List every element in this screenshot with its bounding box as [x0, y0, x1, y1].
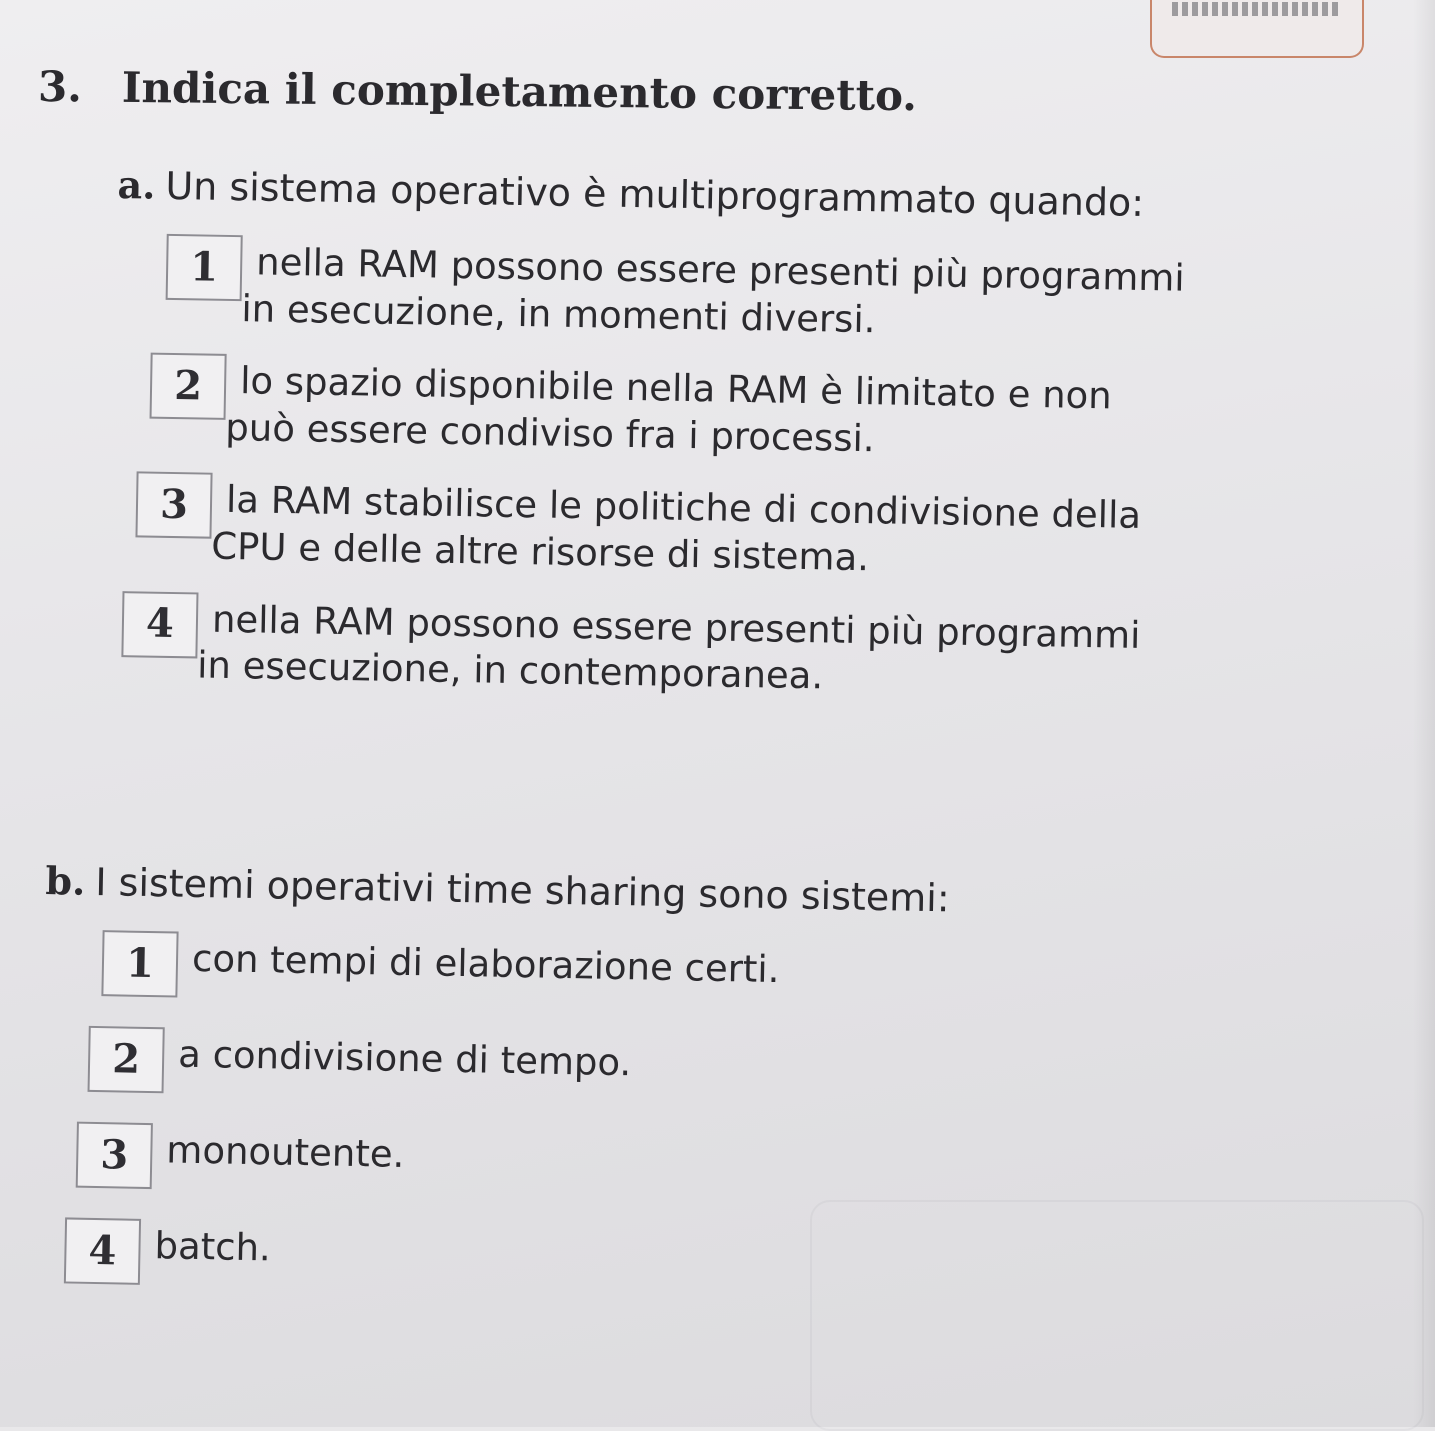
- option-text-line1: nella RAM possono essere presenti più programmi: [211, 597, 1141, 657]
- qr-code-icon: [1172, 2, 1342, 16]
- item-b-stem-text: I sistemi operativi time sharing sono sistemi:: [94, 859, 951, 921]
- option-text-line1: nella RAM possono essere presenti più programmi: [255, 240, 1186, 300]
- item-a: [108, 162, 1417, 736]
- option-text: [225, 358, 1390, 471]
- item-b-options: [38, 933, 1344, 1308]
- option-text-line2: può essere condiviso fra i processi.: [225, 405, 875, 461]
- option-text: [210, 477, 1376, 590]
- option-b-2[interactable]: [88, 1030, 1343, 1116]
- option-b-4[interactable]: [64, 1221, 1339, 1307]
- option-a-2[interactable]: [149, 357, 1414, 472]
- option-text: con tempi di elaborazione certi.: [191, 936, 780, 992]
- option-text-line2: in esecuzione, in contemporanea.: [196, 643, 824, 698]
- question-number: 3.: [37, 62, 83, 112]
- item-b: [37, 858, 1346, 1342]
- option-number-box[interactable]: 2: [88, 1026, 165, 1093]
- item-b-stem: [45, 858, 1346, 928]
- option-b-1[interactable]: [101, 934, 1344, 1020]
- item-a-stem-text: Un sistema operativo è multiprogrammato quando:: [165, 163, 1145, 225]
- option-a-1[interactable]: [165, 238, 1416, 353]
- option-text: batch.: [154, 1224, 272, 1270]
- option-text-line1: lo spazio disponibile nella RAM è limitato e non: [239, 359, 1113, 418]
- item-a-letter: a.: [117, 162, 156, 208]
- option-number-box[interactable]: 3: [135, 472, 212, 539]
- option-text: monoutente.: [166, 1128, 405, 1176]
- option-text-line2: in esecuzione, in momenti diversi.: [241, 286, 876, 341]
- question-title: [38, 62, 917, 120]
- option-a-3[interactable]: [135, 476, 1412, 591]
- option-number-box[interactable]: 1: [101, 930, 178, 997]
- question-title-text: Indica il completamento corretto.: [121, 62, 918, 121]
- option-number-box[interactable]: 3: [76, 1122, 153, 1189]
- option-text: [196, 596, 1362, 709]
- option-number-box[interactable]: 4: [121, 591, 198, 658]
- option-b-3[interactable]: [76, 1126, 1341, 1212]
- option-text: a condivisione di tempo.: [177, 1032, 632, 1085]
- option-text: [241, 239, 1406, 352]
- option-number-box[interactable]: 1: [166, 234, 243, 301]
- option-a-4[interactable]: [121, 595, 1410, 711]
- option-number-box[interactable]: 2: [150, 353, 227, 420]
- item-a-stem: [117, 162, 1418, 230]
- option-text-line2: CPU e delle altre risorse di sistema.: [210, 524, 870, 580]
- item-b-letter: b.: [45, 858, 86, 904]
- qr-code-tab: [1150, 0, 1364, 58]
- option-text-line1: la RAM stabilisce le politiche di condivisione della: [225, 478, 1142, 538]
- item-a-options: [109, 237, 1417, 710]
- option-number-box[interactable]: 4: [64, 1217, 141, 1284]
